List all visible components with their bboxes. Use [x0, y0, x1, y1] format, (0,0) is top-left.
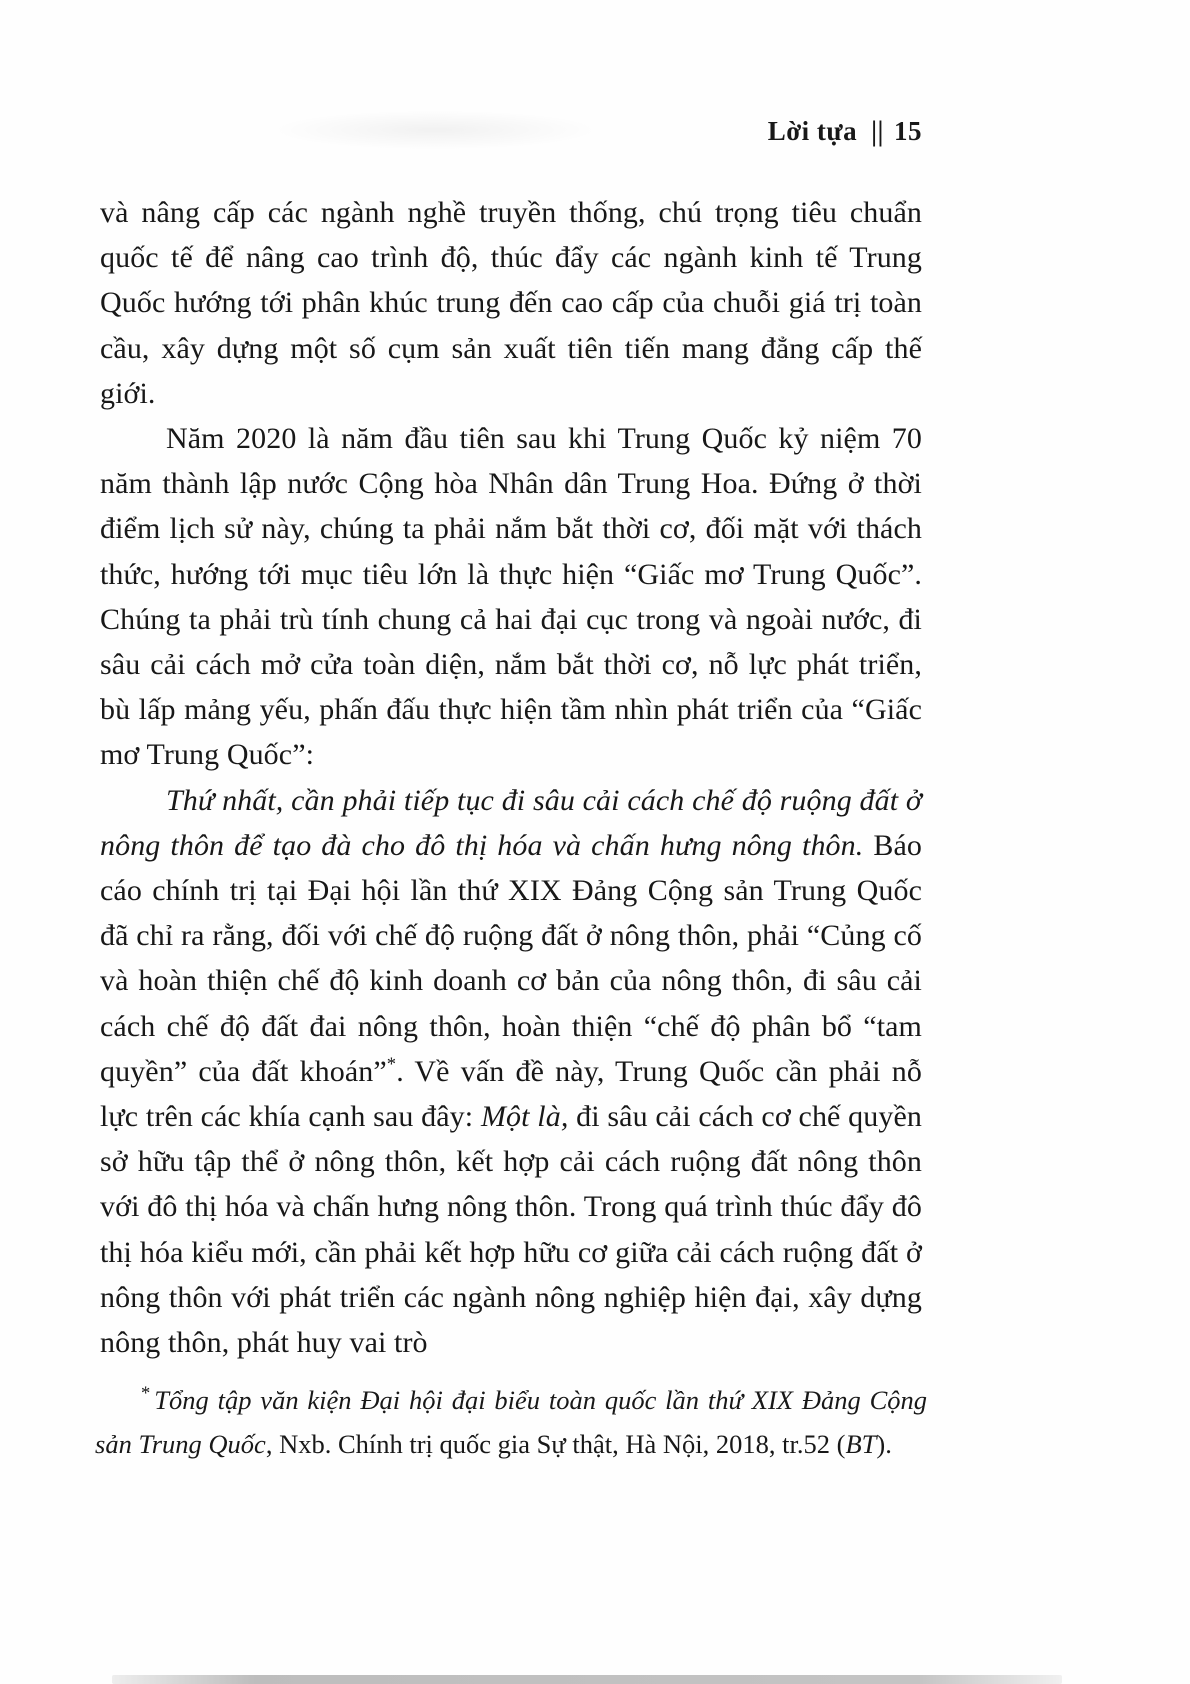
paragraph-1 [100, 190, 922, 416]
footnote-run-italic: BT [845, 1429, 877, 1459]
text-run-italic: Một là, [480, 1100, 569, 1134]
running-header [100, 116, 922, 147]
paragraph-2 [100, 416, 922, 778]
text-run: . Về vấn đề này, Trung Quốc cần phải nỗ lực trên các khía cạnh sau đây: [100, 1054, 922, 1134]
footnote-run: , Nxb. Chính trị quốc gia Sự thật, Hà Nội, 2018, tr.52 ( [265, 1429, 846, 1459]
page-number: 15 [894, 116, 922, 146]
text-run-italic: Thứ nhất, cần phải tiếp tục đi sâu cải cách chế độ ruộng đất ở nông thôn để tạo đà cho đô thị hóa và chấn hưng nông thôn. [100, 783, 922, 862]
footnote-paragraph [95, 1378, 927, 1466]
text-run: Năm 2020 là năm đầu tiên sau khi Trung Quốc kỷ niệm 70 năm thành lập nước Cộng hòa Nhân dân Trung Hoa. Đứng ở thời điểm lịch sử này, chúng ta phải nắm bắt thời cơ, đối mặt với thách thức, hướng tới mục tiêu lớn là thực hiện “Giấc mơ Trung Quốc”. Chúng ta phải trù tính chung cả hai đại cục trong và ngoài nước, đi sâu cải cách mở cửa toàn diện, nắm bắt thời cơ, nỗ lực phát triển, bù lấp mảng yếu, phấn đấu thực hiện tầm nhìn phát triển của “Giấc mơ Trung Quốc”: [100, 422, 922, 772]
paragraph-3 [100, 778, 922, 1366]
text-run: Báo cáo chính trị tại Đại hội lần thứ XIX Đảng Cộng sản Trung Quốc đã chỉ ra rằng, đối với chế độ ruộng đất ở nông thôn, phải “Củng cố và hoàn thiện chế độ kinh doanh cơ bản của nông thôn, đi sâu cải cách chế độ đất đai nông thôn, hoàn thiện “chế độ phân bổ “tam quyền” của đất khoán” [100, 828, 922, 1088]
text-run: đi sâu cải cách cơ chế quyền sở hữu tập thể ở nông thôn, kết hợp cải cách ruộng đất nông thôn với đô thị hóa và chấn hưng nông thôn. Trong quá trình thúc đẩy đô thị hóa kiểu mới, cần phải kết hợp hữu cơ giữa cải cách ruộng đất ở nông thôn với phát triển các ngành nông nghiệp hiện đại, xây dựng nông thôn, phát huy vai trò [100, 1100, 922, 1360]
footnote-marker-asterisk: * [141, 1383, 151, 1405]
footnote-run: ). [876, 1429, 892, 1459]
footnote-run-italic: Tổng tập văn kiện Đại hội đại biểu toàn quốc lần thứ XIX Đảng Cộng sản Trung Quốc [95, 1385, 927, 1459]
running-header-title: Lời tựa [767, 116, 858, 146]
footnote-reference-asterisk: * [386, 1053, 397, 1075]
header-separator: || [871, 115, 884, 147]
text-run: và nâng cấp các ngành nghề truyền thống, chú trọng tiêu chuẩn quốc tế để nâng cao trình độ, thúc đẩy các ngành kinh tế Trung Quốc hướng tới phân khúc trung đến cao cấp của chuỗi giá trị toàn cầu, xây dựng một số cụm sản xuất tiên tiến mang đẳng cấp thế giới. [100, 196, 922, 410]
footnote [95, 1378, 927, 1466]
scan-bottom-edge-artifact [112, 1675, 1062, 1684]
body-text [100, 190, 922, 1365]
